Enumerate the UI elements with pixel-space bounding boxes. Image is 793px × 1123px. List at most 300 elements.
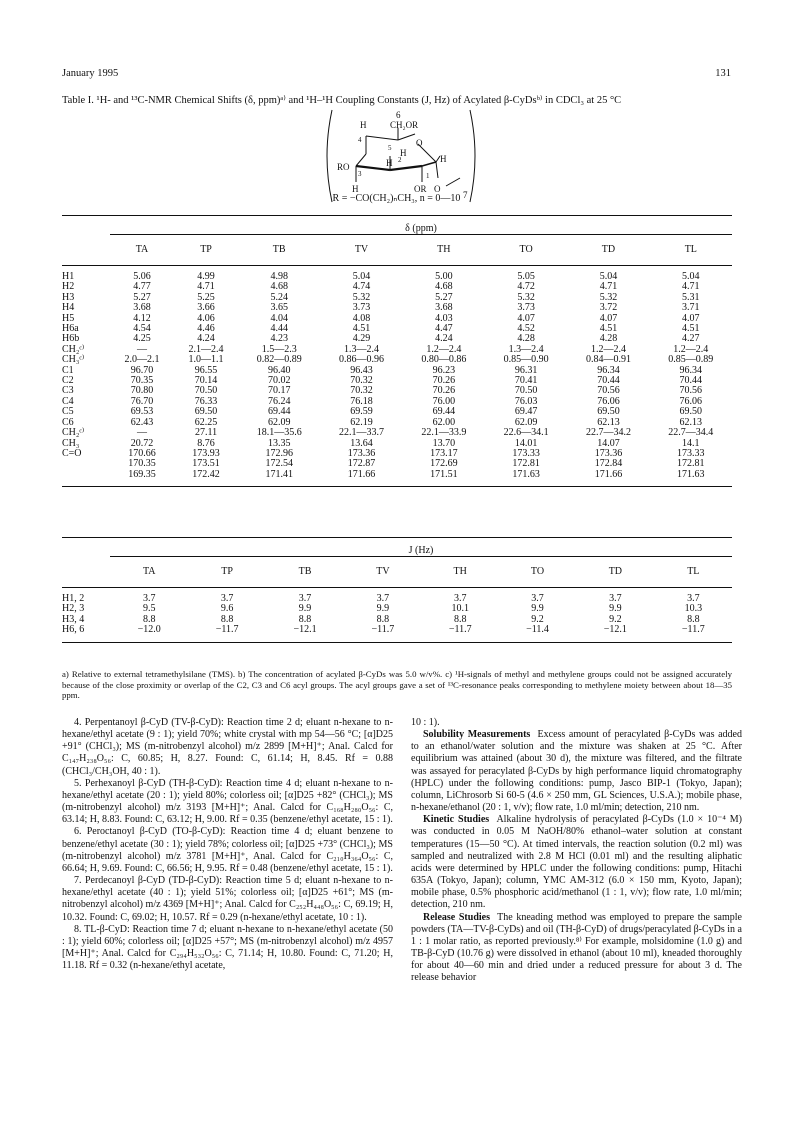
table-cell: 8.8: [687, 613, 700, 625]
table-cell: 22.1—33.7: [339, 427, 384, 439]
table-cell: 171.51: [430, 468, 458, 480]
table-cell: 4.46: [197, 323, 215, 335]
table-cell: 4.54: [133, 323, 151, 335]
table-cell: 5.04: [682, 271, 700, 282]
glucose-unit-structure: [320, 106, 490, 206]
table-cell: 70.41: [514, 375, 538, 387]
table-cell: 96.40: [267, 364, 291, 376]
table-cell: 1.2—2.4: [590, 343, 626, 355]
shift-table-body: [62, 266, 732, 487]
row-label: C6: [62, 416, 74, 428]
table-cell: 4.72: [517, 281, 535, 293]
table-cell: 69.50: [679, 406, 703, 418]
column-header: TV: [320, 235, 402, 266]
table-cell: 3.7: [298, 593, 312, 604]
paragraph: 7. Perdecanoyl β-CyD (TD-β-CyD): Reaction time 5 d; eluant n-hexane to n-hexane/ethyl acetate (40 : 1); yield 51%; colorless oil; [α]D25 +61°; MS (m-nitrobenzyl alcohol) m/z 4369 [M+H]⁺; Anal. Calcd for C₂₅₂H₄₄₈O₅₆: C, 69.19; H, 10.32. Found: C, 69.02; H, 10.57. Rf = 0.29 (n-hexane/ethyl acetate, 10 : 1).: [62, 875, 393, 923]
table-cell: 18.1—35.6: [256, 427, 302, 439]
table-footnote: a) Relative to external tetramethylsilane (TMS). b) The concentration of acylated β-CyDs was 5.0 w/v%. c) ¹H-signals of methyl and methylene groups could not be assigned accurately because of the close proximity or overlap of the C2, C3 and C6 acyl groups. The acyl groups gave a set of ¹³C-resonance peaks corresponding to methylene moiety between about 18—35 ppm.: [62, 669, 732, 700]
table-row: [62, 366, 732, 376]
table-cell: 4.07: [599, 312, 618, 324]
structure-label: H: [386, 158, 393, 168]
paragraph-text: The kneading method was employed to prepare the sample powders (TA—TV-β-CyDs) and oil (TH-β-CyD) of drugs/peracylated β-CyDs in a 1 : 1 molar ratio, as reported previously.⁸⁾ For example, molsidomine (1.0 g) and TB-β-CyD (10.76 g) were dissolved in ethanol (about 10 ml), kneaded thoroughly for about 40—60 min and dried under a reduced pressure for about 3 d. The release behavior: [411, 911, 742, 984]
table-cell: 14.01: [514, 437, 538, 449]
structure-label: O: [434, 184, 441, 194]
table-cell: 5.32: [599, 291, 618, 303]
table-cell: 70.44: [679, 375, 703, 387]
table-cell: 5.32: [517, 291, 535, 303]
table-cell: 169.35: [128, 468, 156, 480]
row-label: C=O: [62, 447, 82, 459]
table-cell: 3.71: [682, 302, 700, 314]
table-cell: 70.50: [194, 385, 218, 397]
table-cell: 5.31: [682, 291, 700, 303]
table-cell: 70.32: [350, 375, 373, 387]
table-cell: 173.33: [512, 447, 540, 459]
table-cell: 76.24: [267, 395, 291, 407]
table-cell: 69.44: [267, 406, 291, 418]
table-cell: 96.70: [130, 364, 154, 376]
table-cell: 171.41: [265, 468, 293, 480]
column-header: TB: [266, 557, 345, 588]
table-row: [62, 407, 732, 417]
row-label: C5: [62, 406, 74, 418]
table-row: [62, 314, 732, 324]
paragraph: 6. Peroctanoyl β-CyD (TO-β-CyD): Reaction time 4 d; eluant benzene to benzene/ethyl acetate (30 : 1); yield 78%; colorless oil; [α]D25 +73° (CHCl₃); MS (m-nitrobenzyl alcohol) m/z 3781 [M+H]⁺, Anal. Calcd for C₂₁₀H₃₆₄O₅₆: C, 66.64; H, 9.69. Found: C, 66.56; H, 9.95. Rf = 0.48 (benzene/ethyl acetate, 15 : 1).: [62, 826, 393, 874]
table-cell: 70.26: [432, 385, 456, 397]
table-row: [62, 386, 732, 396]
table-cell: 4.99: [197, 271, 215, 282]
row-label: CH₃ᶜ⁾: [62, 354, 85, 366]
table-cell: 4.25: [133, 333, 151, 345]
table-cell: 5.00: [435, 271, 453, 282]
table-cell: 69.44: [432, 406, 456, 418]
table-cell: 70.35: [130, 375, 154, 387]
table-cell: 5.27: [435, 291, 453, 303]
table-cell: 70.56: [679, 385, 703, 397]
table-cell: 4.24: [435, 333, 453, 345]
table-cell: 171.66: [594, 468, 623, 480]
table-cell: 96.43: [350, 364, 373, 376]
table-cell: 173.93: [192, 447, 220, 459]
table-cell: 3.7: [220, 593, 234, 604]
table-cell: 1.3—2.4: [344, 343, 379, 355]
table-cell: 172.54: [265, 458, 293, 470]
table-cell: 173.33: [677, 447, 705, 459]
table-cell: 70.44: [597, 375, 620, 387]
shift-group-label: δ (ppm): [110, 216, 732, 235]
row-label: CH₂ᶜ⁾: [62, 427, 85, 439]
table-cell: 70.14: [194, 375, 218, 387]
table-cell: —: [137, 427, 147, 439]
structure-label: O: [416, 138, 423, 148]
table-cell: 22.1—33.9: [421, 427, 467, 439]
table-cell: 22.7—34.2: [585, 427, 631, 439]
table-cell: 27.11: [194, 427, 218, 439]
table-cell: 5.25: [197, 291, 215, 303]
table-cell: 13.64: [350, 437, 373, 449]
column-header: TA: [110, 557, 189, 588]
table-cell: 3.7: [531, 593, 544, 604]
table-cell: 172.81: [512, 458, 540, 470]
table-cell: 173.51: [192, 458, 220, 470]
table-cell: 9.2: [531, 613, 544, 625]
table-cell: 170.35: [128, 458, 156, 470]
table-cell: 4.51: [682, 323, 700, 335]
table-cell: 13.35: [267, 437, 291, 449]
table-cell: 3.65: [270, 302, 288, 314]
table-cell: 8.76: [197, 437, 215, 449]
table-row: [62, 625, 732, 635]
table-cell: 1.5—2.3: [261, 343, 297, 355]
structure-label: 2: [398, 156, 402, 164]
table-cell: 172.69: [430, 458, 458, 470]
table-cell: 4.28: [599, 333, 618, 345]
chemical-shift-table: [62, 215, 732, 487]
table-cell: 69.50: [597, 406, 620, 418]
structure-label: 1: [426, 172, 430, 180]
table-cell: 13.70: [432, 437, 456, 449]
table-cell: 76.18: [350, 395, 373, 407]
table-cell: 173.17: [430, 447, 458, 459]
section-heading: Kinetic Studies: [423, 814, 490, 826]
row-label: [62, 470, 110, 480]
coupling-table-body: [62, 588, 732, 643]
column-header: TV: [344, 557, 421, 588]
column-header: TD: [567, 235, 649, 266]
table-row: [62, 293, 732, 303]
table-cell: 4.12: [133, 312, 151, 324]
table-cell: −12.0: [137, 624, 161, 636]
table-cell: 9.2: [609, 613, 622, 625]
table-row: [62, 604, 732, 614]
table-cell: 4.71: [599, 281, 618, 293]
table-cell: 3.68: [435, 302, 453, 314]
row-label: H6a: [62, 323, 79, 335]
table-cell: 5.04: [599, 271, 618, 282]
table-cell: 70.26: [432, 375, 456, 387]
table-cell: 70.17: [267, 385, 291, 397]
table-cell: 8.8: [143, 613, 156, 625]
table-cell: −11.4: [526, 624, 549, 636]
table-cell: 14.07: [597, 437, 620, 449]
table-cell: 172.81: [677, 458, 705, 470]
table-cell: 173.36: [594, 447, 623, 459]
row-label: [62, 459, 110, 469]
table-row: [62, 303, 732, 313]
table-cell: 8.8: [376, 613, 390, 625]
table-cell: 5.04: [352, 271, 371, 282]
column-header: TO: [499, 557, 576, 588]
table-cell: 4.71: [197, 281, 215, 293]
table-cell: 4.24: [197, 333, 215, 345]
table-cell: 9.9: [376, 603, 390, 615]
table-cell: 8.8: [453, 613, 467, 625]
table-caption: Table I. ¹H- and ¹³C-NMR Chemical Shifts (δ, ppm)ᵃ⁾ and ¹H–¹H Coupling Constants (J, Hz) of Acylated β-CyDsᵇ⁾ in CDCl₃ at 25 °C: [62, 95, 622, 106]
table-cell: −11.7: [448, 624, 472, 636]
table-cell: 4.52: [517, 323, 535, 335]
table-cell: 96.34: [679, 364, 703, 376]
table-cell: 4.27: [682, 333, 700, 345]
table-cell: 8.8: [298, 613, 312, 625]
r-group-definition: R = −CO(CH₂)ₙCH₃, n = 0—10: [332, 193, 461, 204]
table-cell: 173.36: [347, 447, 376, 459]
table-cell: 0.84—0.91: [585, 354, 631, 366]
table-cell: 5.24: [270, 291, 288, 303]
column-header: TD: [576, 557, 655, 588]
table-row: [62, 282, 732, 292]
table-cell: 62.00: [432, 416, 456, 428]
table-cell: 0.80—0.86: [421, 354, 467, 366]
table-cell: 4.47: [435, 323, 453, 335]
structure-label: H: [352, 184, 359, 194]
table-cell: 3.72: [599, 302, 618, 314]
table-cell: −11.7: [681, 624, 705, 636]
paragraph: 4. Perpentanoyl β-CyD (TV-β-CyD): Reaction time 2 d; eluant n-hexane to n-hexane/ethyl acetate (9 : 1); yield 70%; white crystal with mp 54—56 °C; [α]D25 +91° (CHCl₃); MS (m-nitrobenzyl alcohol) m/z 2899 [M+H]⁺; Anal. Calcd for C₁₄₇H₂₃₈O₅₆: C, 60.85; H, 8.27. Found: C, 61.14; H, 8.45. Rf = 0.88 (CHCl₃/CH₃OH, 40 : 1).: [62, 717, 393, 777]
paragraph: [411, 729, 742, 814]
table-cell: 76.03: [514, 395, 538, 407]
paragraph: [411, 912, 742, 985]
section-heading: Release Studies: [423, 911, 490, 923]
table-cell: 3.7: [376, 593, 390, 604]
table-cell: 4.77: [133, 281, 151, 293]
structure-label: 3: [358, 170, 362, 178]
table-row: [62, 470, 732, 480]
table-cell: 70.56: [597, 385, 620, 397]
structure-label: 5: [388, 144, 392, 152]
column-header: TL: [650, 235, 732, 266]
table-cell: 4.04: [270, 312, 288, 324]
table-cell: 0.82—0.89: [256, 354, 302, 366]
table-cell: 2.1—2.4: [188, 343, 224, 355]
table-cell: 1.2—2.4: [426, 343, 462, 355]
table-row: [62, 418, 732, 428]
table-cell: −12.1: [603, 624, 627, 636]
paragraph: [411, 814, 742, 911]
table-cell: 76.06: [597, 395, 620, 407]
table-cell: 4.03: [435, 312, 453, 324]
column-header: TL: [655, 557, 732, 588]
table-cell: 62.09: [267, 416, 291, 428]
running-header-date: January 1995: [62, 68, 119, 79]
row-label: H6, 6: [62, 624, 85, 636]
table-cell: 3.7: [609, 593, 622, 604]
table-cell: 3.7: [687, 593, 700, 604]
table-row: [62, 397, 732, 407]
table-cell: 76.33: [194, 395, 218, 407]
table-row: [62, 355, 732, 365]
table-cell: 3.66: [197, 302, 215, 314]
table-cell: 10.1: [451, 603, 469, 615]
table-cell: 70.32: [350, 385, 373, 397]
table-cell: 62.25: [194, 416, 218, 428]
table-cell: 22.6—34.1: [503, 427, 549, 439]
table-cell: 14.1: [682, 437, 700, 449]
table-cell: 62.13: [679, 416, 703, 428]
left-text-column: [62, 717, 393, 972]
table-row: [62, 439, 732, 449]
paragraph-text: Alkaline hydrolysis of peracylated β-CyDs (1.0 × 10⁻⁴ M) was conducted in 0.05 M NaOH/80% ethanol–water solution at constant temperatures (15—50 °C). At timed intervals, the reaction solution (0.2 ml) was sampled and neutralized with 2.8 M HCl (0.01 ml) and the resulting aliphatic acids were determined by HPLC under the following conditions: pump, Hitachi 635A (Tokyo, Japan); column, YMC AM-312 (6.0 × 150 mm, Kyoto, Japan); mobile phase, 0.5% phosphoric acid/methanol (1 : 1, v/v); flow rate, 1.0 ml/min; detection, 210 nm.: [411, 814, 742, 911]
table-cell: 69.50: [194, 406, 218, 418]
table-cell: 4.51: [599, 323, 618, 335]
table-cell: 172.42: [192, 468, 220, 480]
structure-label: 4: [358, 136, 362, 144]
row-label: H1: [62, 271, 75, 282]
table-cell: 62.43: [130, 416, 154, 428]
table-cell: 4.98: [270, 271, 288, 282]
table-cell: 3.7: [143, 593, 156, 604]
structure-label: H: [400, 148, 407, 158]
page-number: 131: [715, 68, 731, 79]
table-row: [62, 459, 732, 469]
table-cell: 76.70: [130, 395, 154, 407]
column-header: TH: [422, 557, 499, 588]
row-label: C4: [62, 395, 74, 407]
table-cell: 5.27: [133, 291, 151, 303]
paragraph-continuation: 10 : 1).: [411, 717, 440, 728]
table-cell: 62.19: [350, 416, 373, 428]
row-label: H3, 4: [62, 613, 85, 625]
table-cell: 4.74: [352, 281, 371, 293]
table-cell: 172.84: [594, 458, 623, 470]
row-label: H5: [62, 312, 75, 324]
paragraph-text: Excess amount of peracylated β-CyDs was added to an ethanol/water solution and the mixture was shaken at 25 °C. After equilibrium was attained (about 30 d), the mixture was filtered, and the filtrate was assayed for peracylated β-CyDs by high performance liquid chromatography (HPLC) under the following conditions: pump, Jasco BIP-1 (Tokyo, Japan); column, LiChrosorb Si 60-5 (4.6 × 250 mm, GL Sciences, U.S.A.); mobile phase, n-hexane/ethanol (20 : 1, v/v); flow rate, 1.0 ml/min; detection, 210 nm.: [411, 729, 742, 814]
table-cell: 4.07: [517, 312, 535, 324]
column-header: TP: [174, 235, 238, 266]
table-cell: 172.87: [347, 458, 376, 470]
table-row: [62, 428, 732, 438]
table-cell: 5.06: [133, 271, 151, 282]
table-cell: 69.59: [350, 406, 373, 418]
table-cell: 9.6: [220, 603, 234, 615]
table-cell: 96.31: [514, 364, 538, 376]
row-label: CH₃: [62, 437, 80, 449]
table-cell: −11.7: [215, 624, 239, 636]
structure-label: H: [360, 120, 367, 130]
table-cell: −12.1: [293, 624, 317, 636]
structure-label: 7: [463, 190, 468, 200]
table-cell: 171.63: [512, 468, 540, 480]
table-cell: 10.3: [684, 603, 703, 615]
table-cell: 2.0—2.1: [124, 354, 160, 366]
paragraph: 5. Perhexanoyl β-CyD (TH-β-CyD): Reaction time 4 d; eluant n-hexane to n-hexane/ethyl acetate (20 : 1); yield 80%; colorless oil; [α]D25 +82° (CHCl₃); MS (m-nitrobenzyl alcohol) m/z 3193 [M+H]⁺; Anal. Calcd for C₁₆₈H₂₈₀O₅₆: C, 63.14; H, 8.83. Found: C, 63.12; H, 9.00. Rf = 0.35 (benzene/ethyl acetate, 15 : 1).: [62, 777, 393, 826]
table-cell: 9.9: [298, 603, 312, 615]
table-cell: 76.06: [679, 395, 703, 407]
table-cell: 1.2—2.4: [673, 343, 709, 355]
table-cell: 4.28: [517, 333, 535, 345]
table-cell: 5.05: [517, 271, 535, 282]
table-cell: 62.09: [514, 416, 538, 428]
table-cell: 8.8: [220, 613, 234, 625]
row-label: C3: [62, 385, 74, 397]
table-cell: 96.34: [597, 364, 620, 376]
table-cell: 4.68: [270, 281, 288, 293]
table-cell: 9.9: [531, 603, 544, 615]
row-label: H4: [62, 302, 75, 314]
table-cell: 4.29: [352, 333, 371, 345]
table-cell: 69.47: [514, 406, 538, 418]
structure-label: RO: [337, 162, 350, 172]
section-heading: Solubility Measurements: [423, 729, 531, 741]
coupling-constant-table: [62, 537, 732, 643]
table-cell: 4.08: [352, 312, 371, 324]
table-row: [62, 376, 732, 386]
table-cell: 70.02: [267, 375, 291, 387]
table-cell: 20.72: [130, 437, 154, 449]
table-cell: 1.0—1.1: [188, 354, 224, 366]
table-cell: 70.50: [514, 385, 538, 397]
table-row: [62, 324, 732, 334]
table-cell: 172.96: [265, 447, 293, 459]
table-cell: —: [137, 343, 147, 355]
table-row: [62, 272, 732, 282]
column-header: TP: [189, 557, 266, 588]
table-row: [62, 615, 732, 625]
column-header: TO: [485, 235, 567, 266]
row-label: C1: [62, 364, 74, 376]
table-cell: 76.00: [432, 395, 456, 407]
table-cell: 3.68: [133, 302, 151, 314]
table-row: [62, 449, 732, 459]
structure-label: 6: [396, 110, 401, 120]
table-row: [62, 334, 732, 344]
table-cell: 1.3—2.4: [508, 343, 544, 355]
table-cell: 0.85—0.90: [503, 354, 549, 366]
table-cell: 22.7—34.4: [668, 427, 714, 439]
right-text-column: [411, 717, 742, 984]
table-cell: −11.7: [371, 624, 395, 636]
table-cell: 69.53: [130, 406, 154, 418]
table-cell: 170.66: [128, 447, 156, 459]
table-cell: 9.9: [609, 603, 622, 615]
row-label: H2: [62, 281, 75, 293]
table-cell: 9.5: [143, 603, 156, 615]
row-label: H6b: [62, 333, 80, 345]
table-cell: 0.85—0.89: [668, 354, 714, 366]
table-cell: 4.23: [270, 333, 288, 345]
table-cell: 3.73: [352, 302, 371, 314]
structure-label: OR: [414, 184, 427, 194]
column-header: TA: [110, 235, 174, 266]
coupling-group-label: J (Hz): [110, 538, 732, 557]
table-cell: 62.13: [597, 416, 620, 428]
structure-label: H: [440, 154, 447, 164]
table-cell: 3.7: [453, 593, 467, 604]
structure-label: CH₂OR: [390, 120, 419, 130]
table-row: [62, 345, 732, 355]
paragraph: 8. TL-β-CyD: Reaction time 7 d; eluant n-hexane to n-hexane/ethyl acetate (50 : 1); yield 60%; colorless oil; [α]D25 +57°; MS (m-nitrobenzyl alcohol) m/z 4957 [M+H]⁺; Anal. Calcd for C₂₉₄H₅₃₂O₅₆: C, 71.14; H, 10.80. Found: C, 71.20; H, 11.18. Rf = 0.32 (n-hexane/ethyl acetate,: [62, 923, 393, 972]
column-header: TH: [403, 235, 485, 266]
table-cell: 96.55: [194, 364, 218, 376]
table-cell: 5.32: [352, 291, 371, 303]
table-cell: 70.80: [130, 385, 154, 397]
row-label: CH₂ᶜ⁾: [62, 343, 85, 355]
table-cell: 96.23: [432, 364, 456, 376]
row-label: H3: [62, 291, 75, 303]
table-cell: 0.86—0.96: [339, 354, 384, 366]
table-cell: 4.44: [270, 323, 288, 335]
row-label: C2: [62, 375, 74, 387]
table-cell: 4.07: [682, 312, 700, 324]
table-cell: 171.66: [347, 468, 376, 480]
row-label: H2, 3: [62, 603, 85, 615]
row-label: H1, 2: [62, 593, 85, 604]
table-row: [62, 594, 732, 604]
table-cell: 4.71: [682, 281, 700, 293]
table-cell: 4.51: [352, 323, 371, 335]
table-cell: 4.68: [435, 281, 453, 293]
column-header: TB: [238, 235, 320, 266]
table-cell: 3.73: [517, 302, 535, 314]
